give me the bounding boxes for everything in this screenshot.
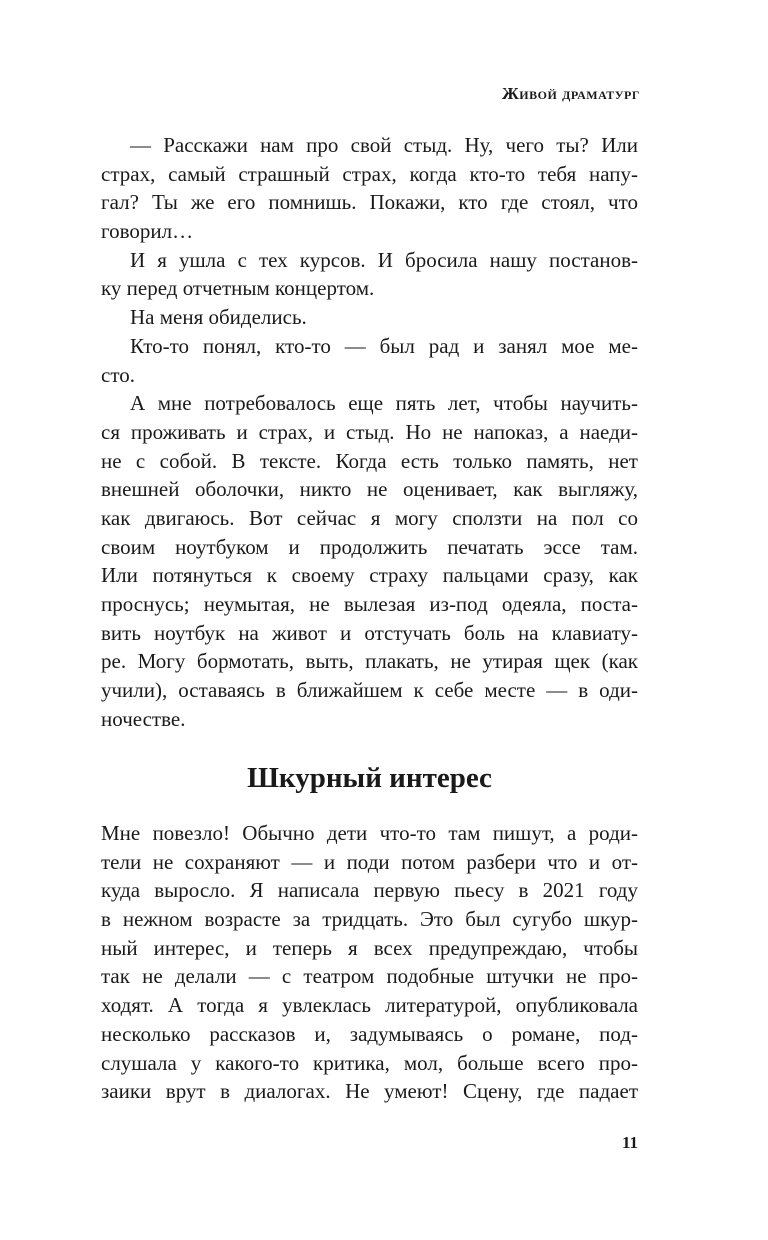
text-line: куда выросло. Я написала первую пьесу в 2021 году	[101, 878, 638, 903]
text-line: говорил…	[101, 219, 194, 244]
text-line: — Расскажи нам про свой стыд. Ну, чего ты? Или	[130, 133, 638, 157]
text-line: несколько рассказов и, задумываясь о романе, под-	[101, 1021, 638, 1046]
text-line: ся проживать и страх, и стыд. Но не напоказ, а наеди-	[101, 419, 638, 444]
text-line: ходят. А тогда я увлеклась литературой, опубликовала	[101, 993, 638, 1018]
text-line: На меня обиделись.	[130, 305, 307, 330]
text-line: Кто-то понял, кто-то — был рад и занял мое ме-	[130, 333, 638, 358]
page-number: 11	[621, 1133, 638, 1152]
text-line: И я ушла с тех курсов. И бросила нашу постанов-	[130, 247, 638, 272]
text-line: слушала у какого-то критика, мол, больше всего про-	[101, 1050, 638, 1075]
text-line: заики врут в диалогах. Не умеют! Сцену, где падает	[101, 1079, 638, 1104]
text-line: проснусь; неумытая, не вылезая из-под одеяла, поста-	[101, 592, 638, 616]
section-title: Шкурный интерес	[247, 762, 492, 794]
body-text-part1	[101, 131, 638, 733]
text-line: учили), оставаясь в ближайшем к себе месте — в оди-	[101, 678, 638, 703]
text-line: в нежном возрасте за тридцать. Это был сугубо шкур-	[101, 907, 638, 932]
text-line: тели не сохраняют — и поди потом разбери что и от-	[101, 849, 638, 874]
text-line: своим ноутбуком и продолжить печатать эссе там.	[101, 534, 638, 559]
text-line: А мне потребовалось еще пять лет, чтобы научить-	[130, 391, 638, 416]
body-text-part2	[101, 819, 638, 1106]
text-line: Мне повезло! Обычно дети что-то там пишут, а роди-	[101, 821, 638, 845]
text-line: ре. Могу бормотать, выть, плакать, не утирая щек (как	[101, 649, 638, 674]
text-line: гал? Ты же его помнишь. Покажи, кто где стоял, что	[101, 190, 638, 215]
text-line: не с собой. В тексте. Когда есть только память, нет	[101, 448, 638, 473]
text-line: сто.	[101, 362, 135, 387]
text-line: страх, самый страшный страх, когда кто-то тебя напу-	[101, 161, 638, 186]
text-line: ку перед отчетным концертом.	[101, 276, 375, 301]
text-line: как двигаюсь. Вот сейчас я могу сползти на пол со	[101, 505, 638, 530]
text-line: вить ноутбук на живот и отстучать боль на клавиату-	[101, 620, 638, 645]
text-line: Или потянуться к своему страху пальцами сразу, как	[101, 563, 638, 588]
running-head: Живой драматург	[502, 84, 640, 103]
text-line: ный интерес, и теперь я всех предупреждаю, чтобы	[101, 935, 638, 960]
text-line: так не делали — с театром подобные штучки не про-	[101, 964, 638, 989]
text-line: ночестве.	[101, 706, 186, 731]
text-line: внешней оболочки, никто не оценивает, как выгляжу,	[101, 477, 638, 502]
